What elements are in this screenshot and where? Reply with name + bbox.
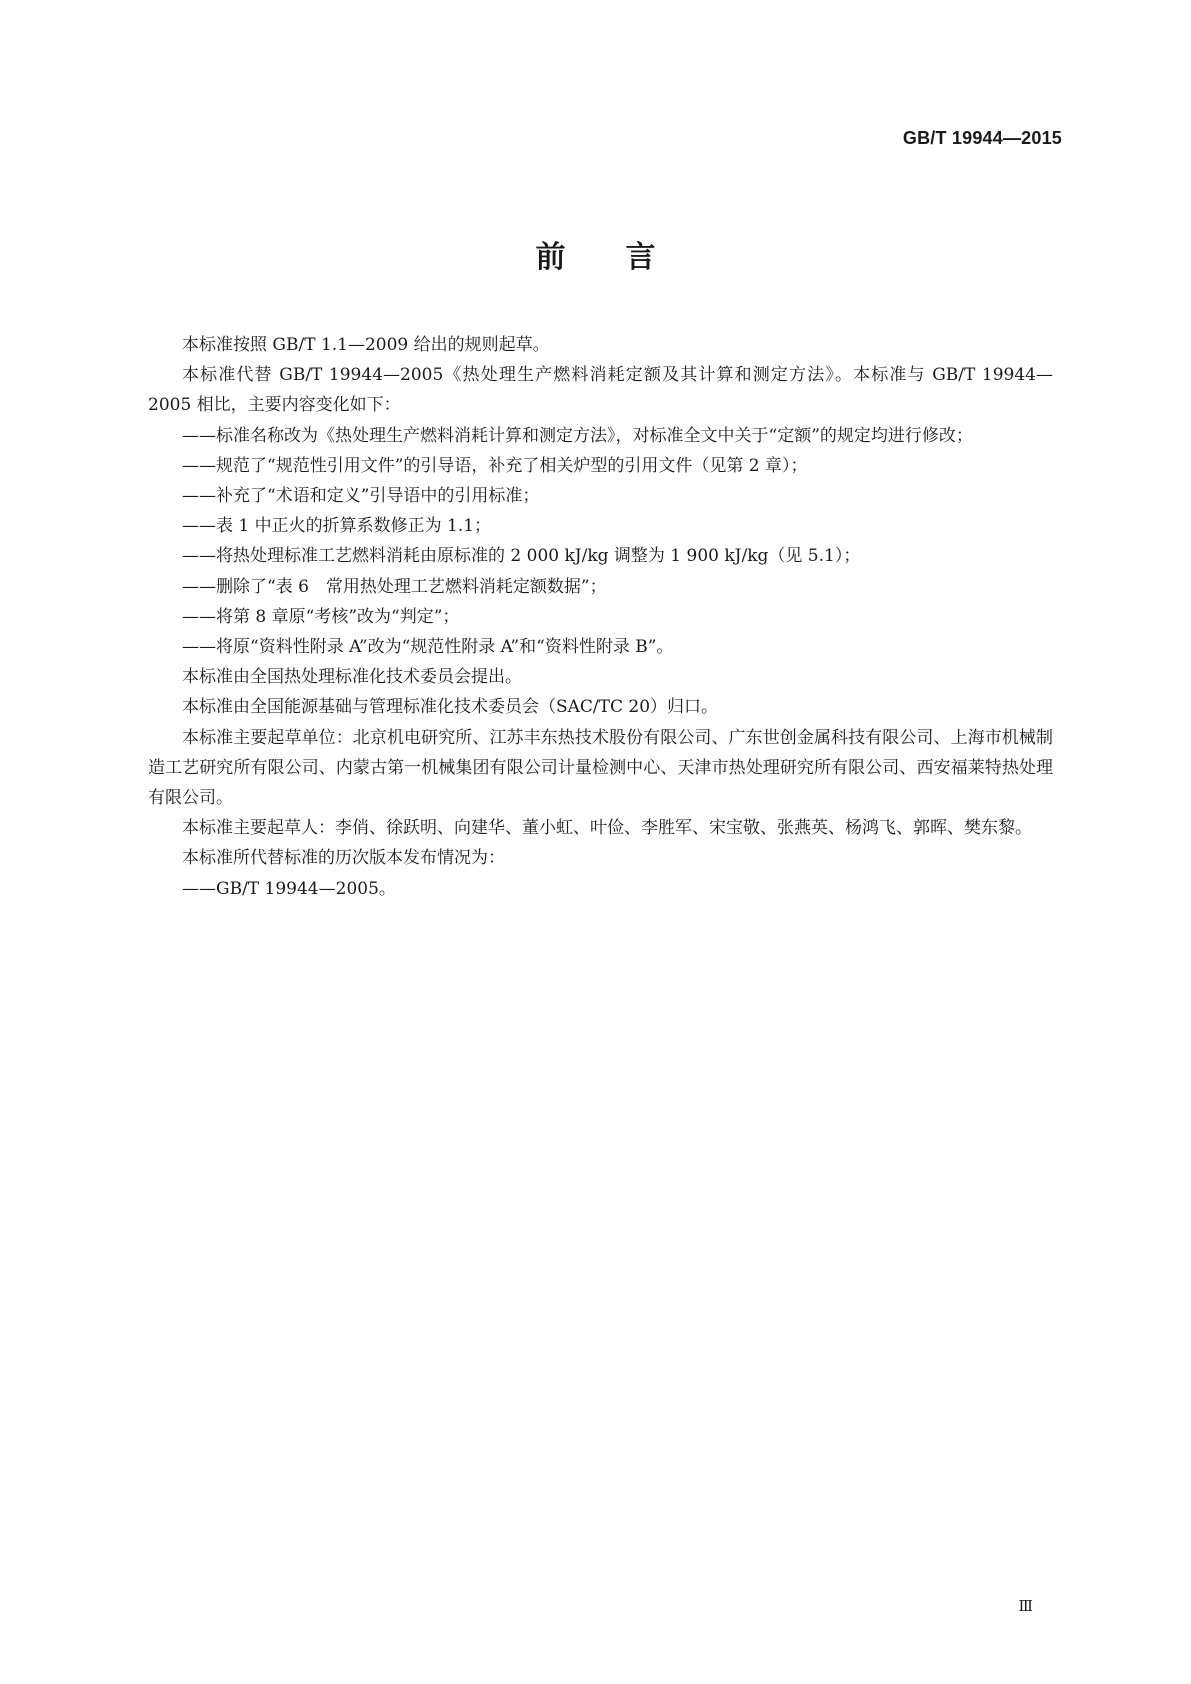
standard-code: GB/T 19944—2015 (902, 128, 1062, 148)
list-item: ——GB/T 19944—2005。 (182, 878, 396, 899)
list-item: ——标准名称改为《热处理生产燃料消耗计算和测定方法》，对标准全文中关于“定额”的规定均进行修改； (182, 425, 973, 446)
page-title: 前言 (535, 240, 716, 275)
paragraph: 本标准主要起草单位：北京机电研究所、江苏丰东热技术股份有限公司、广东世创金属科技有限公司、上海市机械制造工艺研究所有限公司、内蒙古第一机械集团有限公司计量检测中心、天津市热处理研究所有限公司、西安福莱特热处理有限公司。 (148, 727, 1053, 809)
page-number: Ⅲ (1018, 1597, 1033, 1615)
paragraph: 本标准按照 GB/T 1.1—2009 给出的规则起草。 (182, 335, 550, 355)
list-item: ——将热处理标准工艺燃料消耗由原标准的 2 000 kJ/kg 调整为 1 900 kJ/kg（见 5.1）； (182, 546, 861, 567)
list-item: ——补充了“术语和定义”引导语中的引用标准； (182, 486, 540, 507)
paragraph: 本标准所代替标准的历次版本发布情况为： (182, 848, 505, 869)
paragraph: 本标准由全国热处理标准化技术委员会提出。 (182, 667, 522, 688)
paragraph: 本标准代替 GB/T 19944—2005《热处理生产燃料消耗定额及其计算和测定方法》。本标准与 GB/T 19944—2005 相比，主要内容变化如下： (148, 365, 1053, 416)
list-item: ——将原“资料性附录 A”改为“规范性附录 A”和“资料性附录 B”。 (182, 637, 674, 658)
document-body (148, 330, 1053, 904)
list-item: ——删除了“表 6 常用热处理工艺燃料消耗定额数据”； (182, 576, 607, 597)
list-item: ——规范了“规范性引用文件”的引导语，补充了相关炉型的引用文件（见第 2 章）； (182, 455, 808, 476)
paragraph: 本标准由全国能源基础与管理标准化技术委员会（SAC/TC 20）归口。 (182, 697, 719, 718)
paragraph: 本标准主要起草人：李俏、徐跃明、向建华、董小虹、叶俭、李胜军、宋宝敬、张燕英、杨鸿飞、郭晖、樊东黎。 (182, 818, 1032, 839)
list-item: ——将第 8 章原“考核”改为“判定”； (182, 606, 460, 627)
list-item: ——表 1 中正火的折算系数修正为 1.1； (182, 516, 492, 537)
